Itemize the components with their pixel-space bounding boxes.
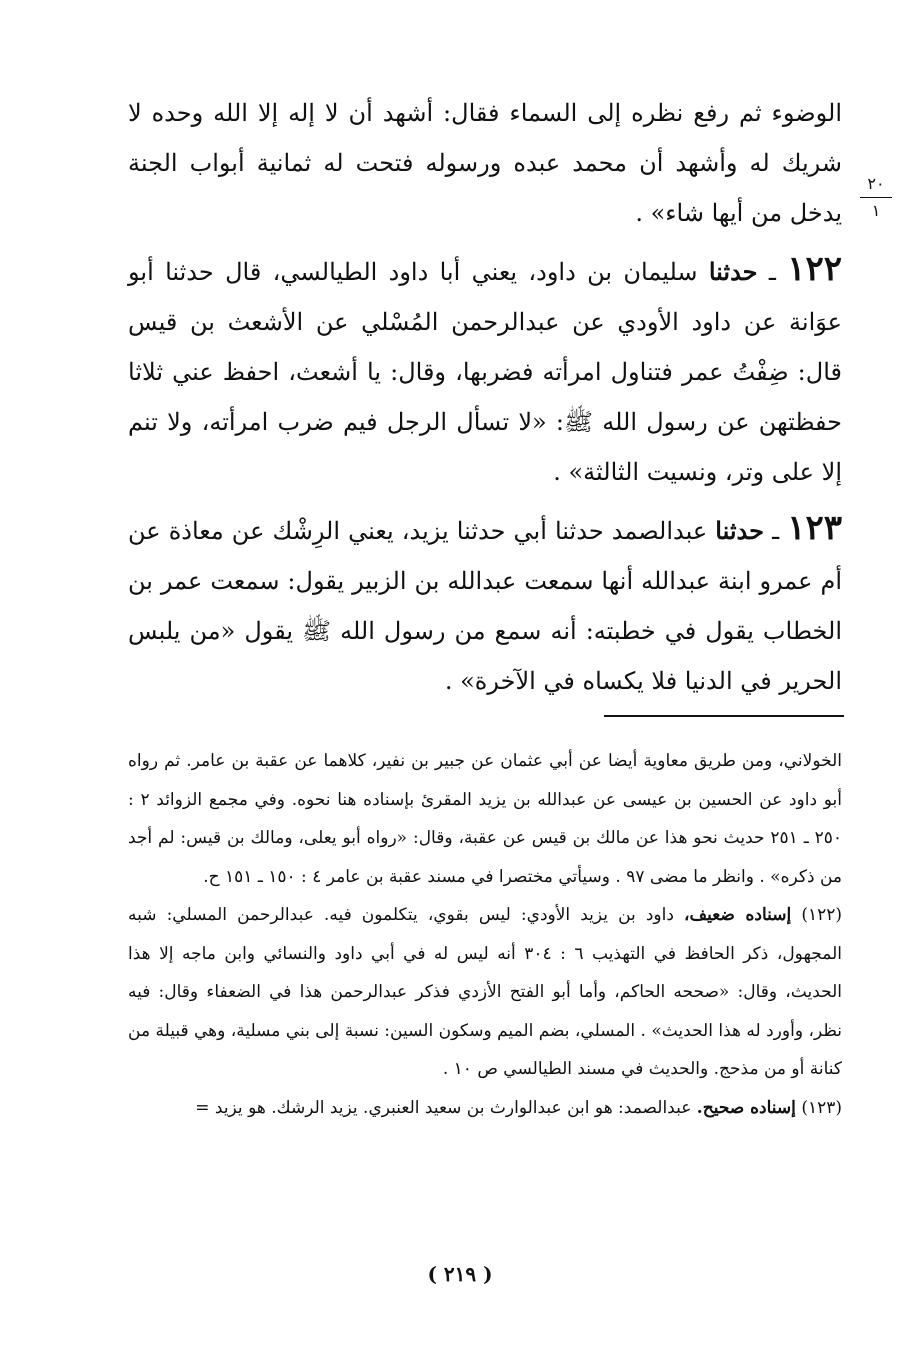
footnote-123 (128, 1089, 842, 1128)
hadith-122: ١٢٢ ـ حدثنا سليمان بن داود، يعني أبا داود الطيالسي، قال حدثنا أبو عوَانة عن داود الأودي عن عبدالرحمن المُسْلي عن الأشعث بن قيس قال: ضِفْتُ عمر فتناول امرأته فضربها، وقال: يا أشعث، احفظ عني ثلاثا حفظتهن عن رسول الله ﷺ: «لا تسأل الرجل فيم ضرب امرأته، ولا تنم إلا على وتر، ونسيت الثالثة» . (128, 249, 842, 486)
hadith-text: سليمان بن داود، يعني أبا داود الطيالسي، قال حدثنا أبو عوَانة عن داود الأودي عن عبدالرحمن المُسْلي عن الأشعث بن قيس قال: ضِفْتُ عمر فتناول امرأته فضربها، وقال: يا أشعث، احفظ عني ثلاثا حفظتهن عن رسول الله ﷺ: «لا تسأل الرجل فيم ضرب امرأته، ولا تنم إلا على وتر، ونسيت الثالثة» . (128, 258, 842, 486)
footnotes (128, 742, 842, 1127)
main-text (128, 88, 842, 712)
footnote-verdict: إسناده صحيح. (696, 1097, 796, 1118)
footnote-text: داود بن يزيد الأودي: ليس بقوي، يتكلمون فيه. عبدالرحمن المسلي: شبه المجهول، ذكر الحافظ في التهذيب ٦ : ٣٠٤ أنه ليس له في أبي داود والنسائي وابن ماجه إلا هذا الحديث، وقال: «صححه الحاكم، وأما أبو الفتح الأزدي فذكر عبدالرحمن هذا في الضعفاء وقال: فيه نظر، وأورد له هذا الحديث» . المسلي، بضم الميم وسكون السين: نسبة إلى بني مسلية، وهي قبيلة من كنانة أو من مذحج. والحديث في مسند الطيالسي ص ١٠ . (128, 905, 842, 1079)
footnote-ref: (١٢٢) (801, 905, 843, 925)
margin-divider (860, 197, 892, 198)
footnote-continuation: الخولاني، ومن طريق معاوية أيضا عن أبي عثمان عن جبير بن نفير، كلاهما عن عقبة بن عامر. ثم رواه أبو داود عن الحسين بن عيسى عن عبدالله بن يزيد المقرئ بإسناده هنا نحوه. وفي مجمع الزوائد ٢ : ٢٥٠ ـ ٢٥١ حديث نحو هذا عن مالك بن قيس عن عقبة، وقال: «رواه أبو يعلى، ومالك بن قيس: لم أجد من ذكره» . وانظر ما مضى ٩٧ . وسيأتي مختصرا في مسند عقبة بن عامر ٤ : ١٥٠ ـ ١٥١ ح. (128, 751, 842, 887)
hadith-number: ١٢٢ (787, 249, 842, 289)
margin-reference (856, 172, 896, 223)
paragraph-continuation: الوضوء ثم رفع نظره إلى السماء فقال: أشهد أن لا إله إلا الله وحده لا شريك له وأشهد أن محمد عبده ورسوله فتحت له ثمانية أبواب الجنة يدخل من أيها شاء» . (128, 99, 842, 227)
footnote-122 (128, 896, 842, 1089)
margin-reference-bottom: ١ (871, 201, 881, 220)
footnote-text: عبدالصمد: هو ابن عبدالوارث بن سعيد العنبري. يزيد الرشك. هو يزيد = (195, 1097, 692, 1118)
hadith-text: عبدالصمد حدثنا أبي حدثنا يزيد، يعني الرِشْك عن معاذة عن أم عمرو ابنة عبدالله أنها سمعت عبدالله بن الزبير يقول: سمعت عمر بن الخطاب يقول في خطبته: أنه سمع من رسول الله ﷺ يقول «من يلبس الحرير في الدنيا فلا يكساه في الآخرة» . (128, 517, 842, 695)
hadith-number: ١٢٣ (787, 508, 842, 548)
hadith-lead: حدثنا (715, 516, 764, 545)
margin-reference-top: ٢٠ (867, 174, 885, 193)
footnote-ref: (١٢٣) (801, 1097, 842, 1118)
footnote-verdict: إسناده ضعيف، (684, 905, 792, 925)
footnote-separator (604, 715, 844, 717)
hadith-123: ١٢٣ ـ حدثنا عبدالصمد حدثنا أبي حدثنا يزيد، يعني الرِشْك عن معاذة عن أم عمرو ابنة عبدالله أنها سمعت عبدالله بن الزبير يقول: سمعت عمر بن الخطاب يقول في خطبته: أنه سمع من رسول الله ﷺ يقول «من يلبس الحرير في الدنيا فلا يكساه في الآخرة» . (128, 508, 842, 695)
page-number: ( ٢١٩ ) (427, 1262, 493, 1286)
hadith-lead: حدثنا (708, 257, 758, 286)
